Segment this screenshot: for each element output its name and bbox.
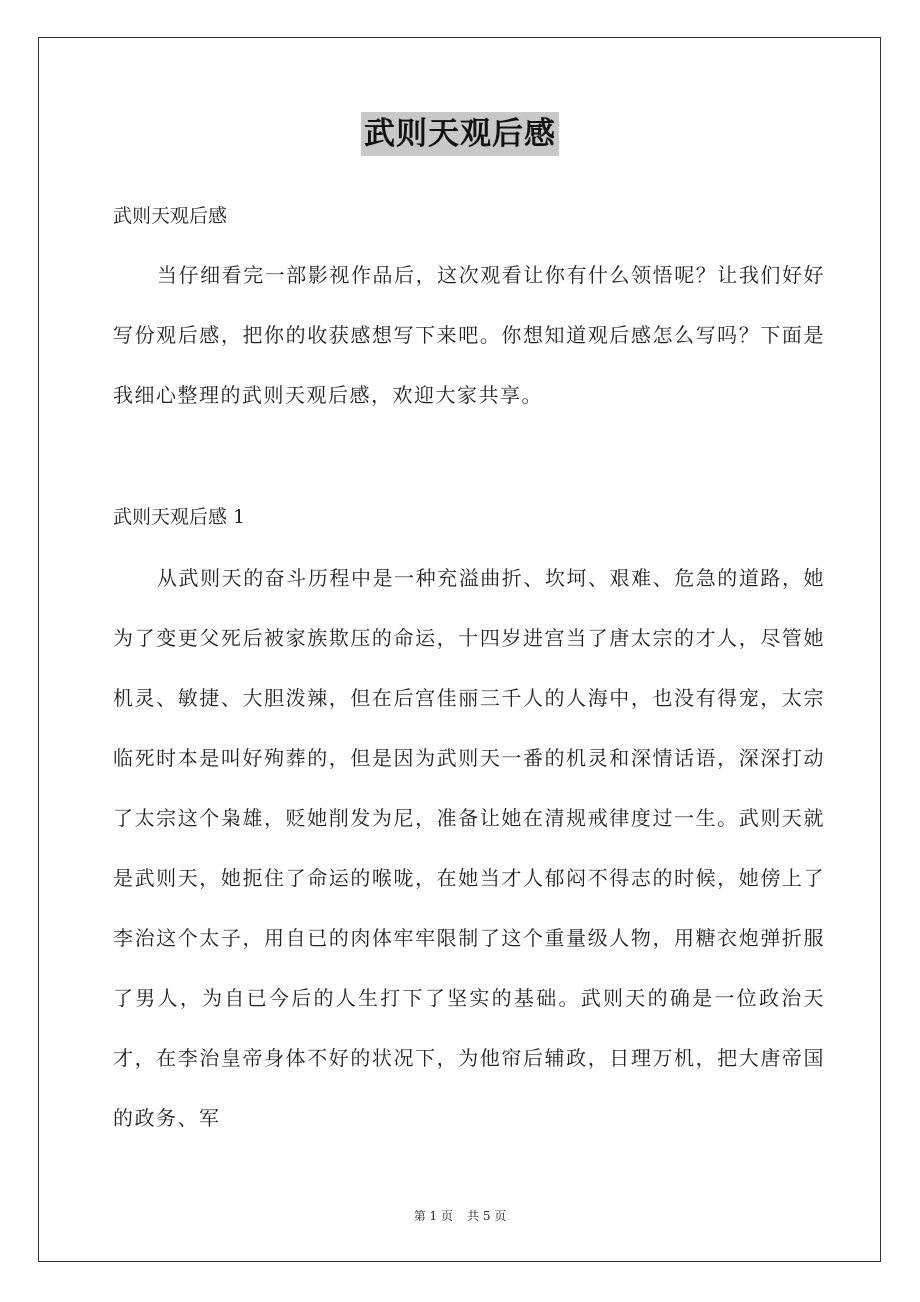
page-footer xyxy=(0,1207,920,1225)
intro-paragraph: 当仔细看完一部影视作品后，这次观看让你有什么领悟呢？让我们好好写份观后感，把你的收获感想写下来吧。你想知道观后感怎么写吗？下面是我细心整理的武则天观后感，欢迎大家共享。 xyxy=(113,263,825,407)
intro-heading: 武则天观后感 xyxy=(113,205,228,227)
page-number-current: 第 1 页 xyxy=(413,1209,453,1223)
document-title-container xyxy=(0,112,920,156)
page-number-total: 共 5 页 xyxy=(467,1209,507,1223)
section-heading: 武则天观后感 1 xyxy=(113,506,246,528)
document-title: 武则天观后感 xyxy=(361,112,559,156)
section-paragraph: 从武则天的奋斗历程中是一种充溢曲折、坎坷、艰难、危急的道路，她为了变更父死后被家族欺压的命运，十四岁进宫当了唐太宗的才人，尽管她机灵、敏捷、大胆泼辣，但在后宫佳丽三千人的人海中，也没有得宠，太宗临死时本是叫好殉葬的，但是因为武则天一番的机灵和深情话语，深深打动了太宗这个枭雄，贬她削发为尼，准备让她在清规戒律度过一生。武则天就是武则天，她扼住了命运的喉咙，在她当才人郁闷不得志的时候，她傍上了李治这个太子，用自已的肉体牢牢限制了这个重量级人物，用糖衣炮弹折服了男人，为自已今后的人生打下了坚实的基础。武则天的确是一位政治天才，在李治皇帝身体不好的状况下，为他帘后辅政，日理万机，把大唐帝国的政务、军 xyxy=(113,566,825,1130)
